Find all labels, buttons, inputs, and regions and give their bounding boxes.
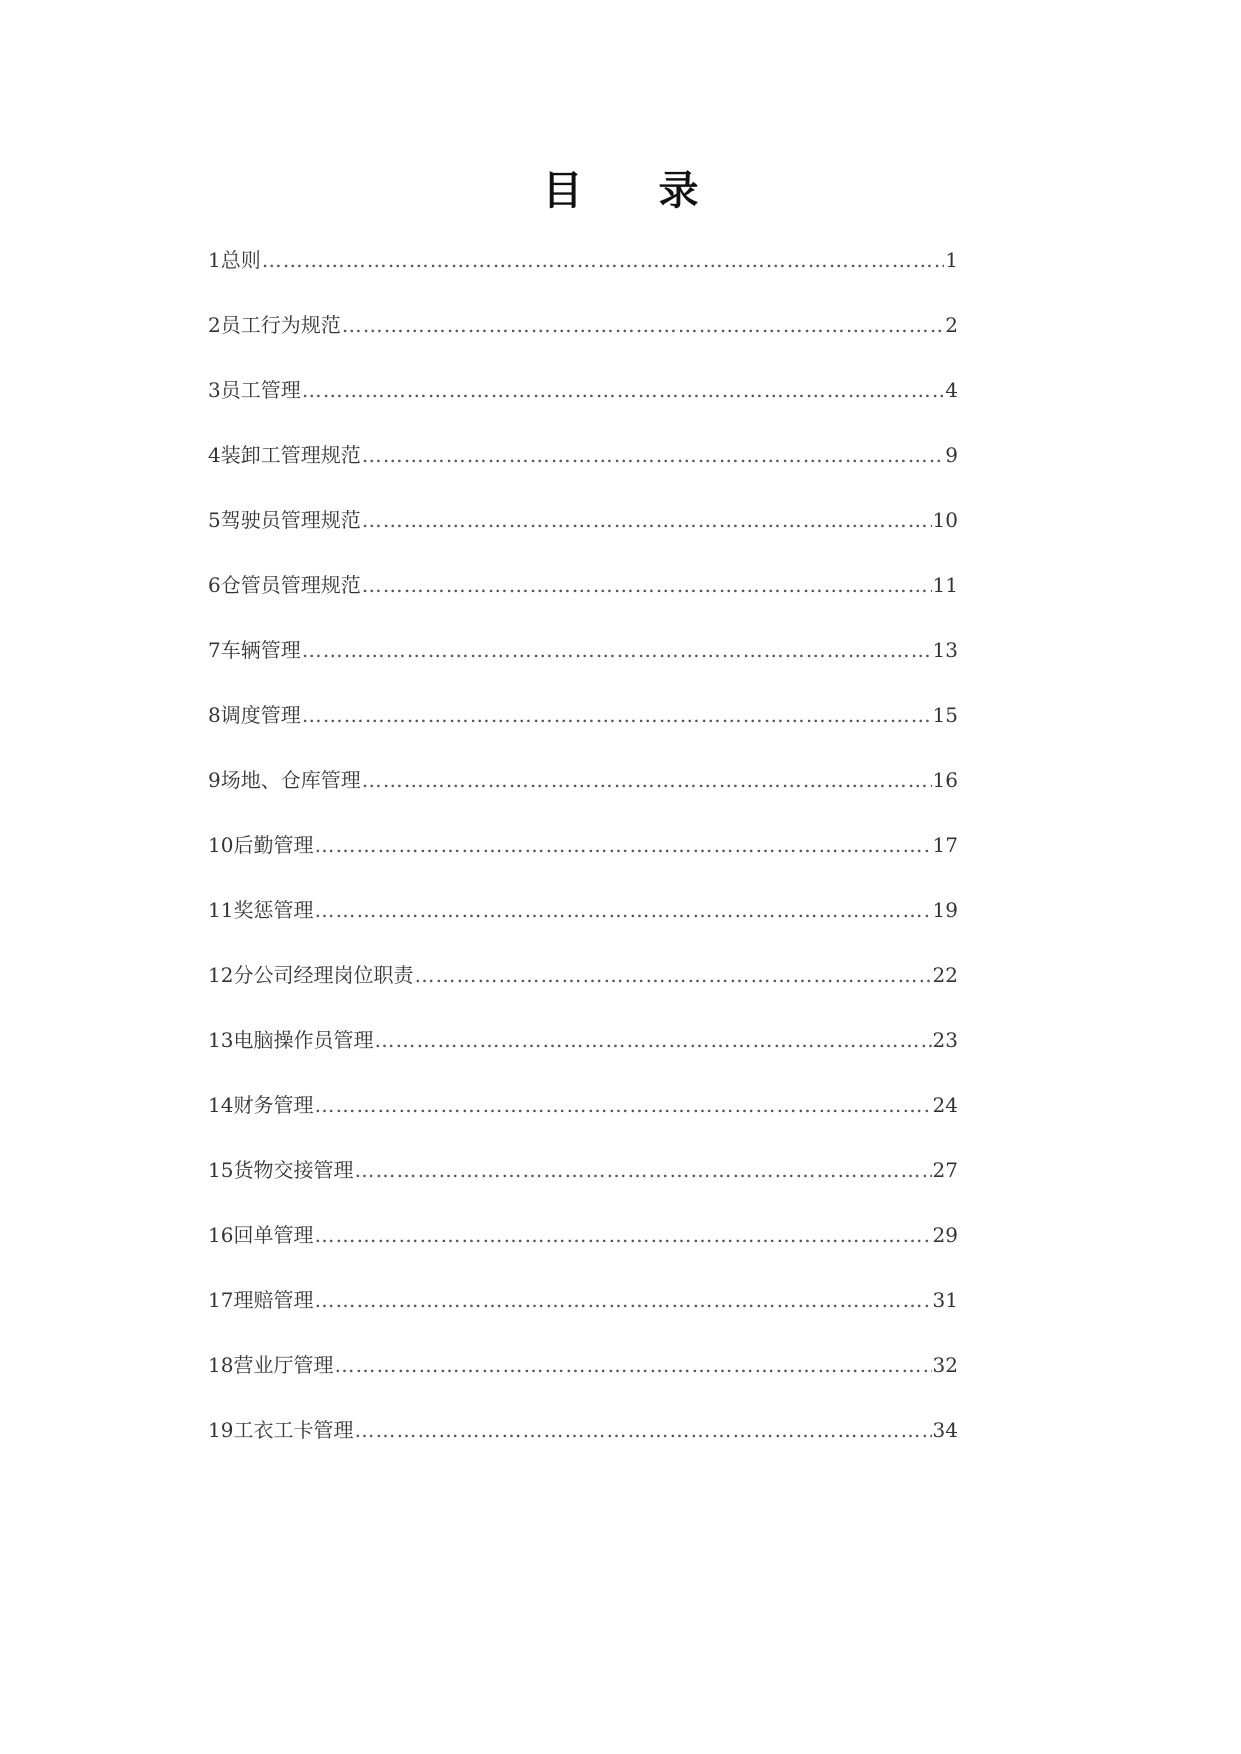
toc-entry[interactable]	[208, 1221, 958, 1286]
toc-entry[interactable]	[208, 1091, 958, 1156]
toc-page-number: 22	[932, 963, 958, 987]
toc-entry-title: 5驾驶员管理规范	[208, 508, 361, 532]
toc-entry-title: 2员工行为规范	[208, 313, 341, 337]
toc-dot-leader	[374, 1026, 931, 1054]
toc-dot-leader	[314, 896, 931, 924]
toc-dot-leader	[362, 441, 945, 469]
toc-dot-leader	[362, 506, 932, 534]
toc-entry[interactable]	[208, 896, 958, 961]
toc-entry-title: 10后勤管理	[208, 833, 314, 857]
toc-entry-title: 13电脑操作员管理	[208, 1028, 374, 1052]
toc-list	[208, 246, 958, 1481]
toc-dot-leader	[314, 1286, 931, 1314]
toc-page-number: 9	[945, 443, 958, 467]
toc-dot-leader	[334, 1351, 931, 1379]
toc-entry-title: 12分公司经理岗位职责	[208, 963, 414, 987]
toc-page-number: 23	[932, 1028, 958, 1052]
toc-entry-title: 8调度管理	[208, 703, 301, 727]
toc-page-number: 1	[945, 248, 958, 272]
toc-entry[interactable]	[208, 831, 958, 896]
toc-entry-title: 3员工管理	[208, 378, 301, 402]
toc-dot-leader	[302, 636, 932, 664]
toc-entry-title: 14财务管理	[208, 1093, 314, 1117]
toc-entry[interactable]	[208, 311, 958, 376]
toc-page-number: 34	[932, 1418, 958, 1442]
toc-dot-leader	[314, 1091, 931, 1119]
toc-entry-title: 17理赔管理	[208, 1288, 314, 1312]
toc-entry[interactable]	[208, 1351, 958, 1416]
toc-dot-leader	[314, 1221, 931, 1249]
toc-entry[interactable]	[208, 766, 958, 831]
toc-page-number: 13	[932, 638, 958, 662]
toc-page-number: 11	[932, 573, 958, 597]
toc-entry-title: 16回单管理	[208, 1223, 314, 1247]
toc-entry-title: 7车辆管理	[208, 638, 301, 662]
toc-dot-leader	[262, 246, 945, 274]
toc-entry[interactable]	[208, 441, 958, 506]
toc-entry[interactable]	[208, 701, 958, 766]
toc-page-number: 10	[932, 508, 958, 532]
toc-page-number: 31	[932, 1288, 958, 1312]
toc-entry[interactable]	[208, 1416, 958, 1481]
toc-entry-title: 9场地、仓库管理	[208, 768, 361, 792]
toc-title-char-2: 录	[658, 167, 699, 214]
toc-entry-title: 1总则	[208, 248, 261, 272]
toc-dot-leader	[362, 571, 932, 599]
toc-dot-leader	[414, 961, 931, 989]
toc-entry-title: 15货物交接管理	[208, 1158, 354, 1182]
toc-entry-title: 4装卸工管理规范	[208, 443, 361, 467]
toc-entry[interactable]	[208, 571, 958, 636]
toc-page-number: 15	[932, 703, 958, 727]
toc-dot-leader	[354, 1156, 931, 1184]
toc-page-number: 29	[932, 1223, 958, 1247]
toc-entry[interactable]	[208, 246, 958, 311]
toc-page-number: 4	[945, 378, 958, 402]
toc-title-char-1: 目	[542, 167, 583, 214]
toc-page-number: 32	[932, 1353, 958, 1377]
toc-entry[interactable]	[208, 506, 958, 571]
toc-entry[interactable]	[208, 1156, 958, 1221]
toc-dot-leader	[354, 1416, 931, 1444]
toc-page-number: 24	[932, 1093, 958, 1117]
toc-page-number: 17	[932, 833, 958, 857]
toc-entry-title: 18营业厅管理	[208, 1353, 334, 1377]
toc-entry[interactable]	[208, 376, 958, 441]
toc-entry-title: 19工衣工卡管理	[208, 1418, 354, 1442]
toc-page-number: 19	[932, 898, 958, 922]
toc-page-number: 2	[945, 313, 958, 337]
toc-entry[interactable]	[208, 636, 958, 701]
toc-dot-leader	[302, 376, 945, 404]
toc-dot-leader	[342, 311, 945, 339]
toc-page-number: 27	[932, 1158, 958, 1182]
toc-dot-leader	[314, 831, 931, 859]
toc-entry[interactable]	[208, 1286, 958, 1351]
toc-entry-title: 11奖惩管理	[208, 898, 314, 922]
toc-dot-leader	[302, 701, 932, 729]
toc-entry[interactable]	[208, 1026, 958, 1091]
toc-title	[0, 167, 1241, 215]
toc-dot-leader	[362, 766, 932, 794]
toc-entry-title: 6仓管员管理规范	[208, 573, 361, 597]
toc-entry[interactable]	[208, 961, 958, 1026]
toc-page-number: 16	[932, 768, 958, 792]
